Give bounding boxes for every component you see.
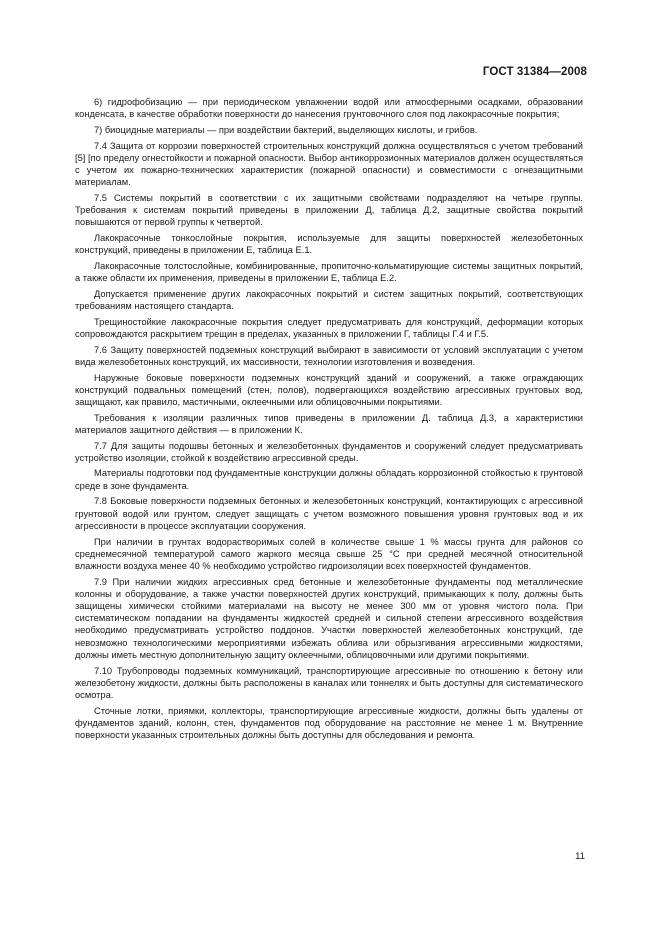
paragraph: 7.6 Защиту поверхностей подземных конструкций выбирают в зависимости от условий эксплуатации с учетом вида железобетонных конструкций, их массивности, технологии изготовления и возведения. <box>75 344 583 367</box>
paragraph: Трещиностойкие лакокрасочные покрытия следует предусматривать для конструкций, деформации которых сопровождаются раскрытием трещин в пределах, указанных в приложении Г, таблицы Г.4 и Г.5. <box>75 316 583 339</box>
paragraph: Требования к изоляции различных типов приведены в приложении Д. таблица Д.3, а характеристики материалов защитного действия — в приложении К. <box>75 412 583 435</box>
paragraph: 7.4 Защита от коррозии поверхностей строительных конструкций должна осуществляться с учетом требований [5] [по пределу огнестойкости и пожарной опасности. Выбор антикоррозионных материалов должен осуществляться с учетом их пожарно-технических характеристик (пожарной опасности) и совместимости с огнезащитными материалам. <box>75 140 583 188</box>
paragraph: 7.8 Боковые поверхности подземных бетонных и железобетонных конструкций, контактирующих с агрессивной грунтовой водой или грунтом, следует защищать с учетом возможного повышения уровня грунтовых вод и их агрессивности в процессе эксплуатации сооружения. <box>75 496 583 531</box>
paragraph: 7.9 При наличии жидких агрессивных сред бетонные и железобетонные фундаменты под металлические колонны и оборудование, а также участки поверхностей других конструкций, примыкающих к полу, должны быть защищены химически стойкими материалами на высоту не менее 300 мм от уровня чистого пола. При систематическом попадании на фундаменты жидкостей средней и сильной степени агрессивного воздействия необходимо предусматривать устройство поддонов. Участки поверхностей железобетонных конструкций, где невозможно технологическими мероприятиями избежать облива или обрызгивания агрессивными жидкостями, должны иметь местную дополнительную защиту оклеечными, облицовочными или другими покрытиями. <box>75 576 583 660</box>
document-body <box>75 96 583 745</box>
paragraph: 7.5 Системы покрытий в соответствии с их защитными свойствами подразделяют на четыре группы. Требования к системам покрытий приведены в приложении Д, таблица Д.2, защитные свойства покрытий повышаются от первой группы к четвертой. <box>75 192 583 228</box>
paragraph: Допускается применение других лакокрасочных покрытий и систем защитных покрытий, соответствующих требованиям настоящего стандарта. <box>75 288 583 312</box>
paragraph: При наличии в грунтах водорастворимых солей в количестве свыше 1 % массы грунта для районов со среднемесячной температурой самого жаркого месяца свыше 25 °С при средней месячной относительной влажности воздуха менее 40 % необходимо устройство гидроизоляции всех поверхностей фундаментов. <box>75 536 583 571</box>
page-number: 11 <box>575 851 585 862</box>
paragraph: Материалы подготовки под фундаментные конструкции должны обладать коррозионной стойкостью к грунтовой среде в зоне фундамента. <box>75 468 583 491</box>
paragraph: 7) биоцидные материалы — при воздействии бактерий, выделяющих кислоты, и грибов. <box>94 124 478 135</box>
paragraph: Лакокрасочные тонкослойные покрытия, используемые для защиты поверхностей железобетонных конструкций, приведены в приложении Е, таблица Е.1. <box>75 233 583 256</box>
paragraph: 6) гидрофобизацию — при периодическом увлажнении водой или атмосферными осадками, образовании конденсата, в качестве обработки поверхности до нанесения грунтовочного слоя под лакокрасочные покрытия; <box>75 97 583 120</box>
paragraph: Наружные боковые поверхности подземных конструкций зданий и сооружений, а также ограждающих конструкций подвальных помещений (стен, полов), подвергающихся воздействию агрессивных грунтовых вод, защищают, как правило, мастичными, оклеечными или облицовочными покрытиями. <box>75 372 583 407</box>
document-code-header: ГОСТ 31384—2008 <box>482 66 587 78</box>
paragraph: 7.10 Трубопроводы подземных коммуникаций, транспортирующие агрессивные по отношению к бетону или железобетону жидкости, должны быть расположены в каналах или тоннелях и быть доступны для систематического осмотра. <box>75 665 583 700</box>
paragraph: Лакокрасочные толстослойные, комбинированные, пропиточно-кольматирующие системы защитных покрытий, а также области их применения, приведены в приложении Е, таблица Е.2. <box>75 260 583 284</box>
paragraph: 7.7 Для защиты подошвы бетонных и железобетонных фундаментов и сооружений следует предусматривать устройство изоляции, стойкой к воздействию агрессивной среды. <box>75 440 583 463</box>
paragraph: Сточные лотки, приямки, коллекторы, транспортирующие агрессивные жидкости, должны быть удалены от фундаментов зданий, колонн, стен, фундаментов под оборудование на расстояние не менее 1 м. Внутренние поверхности указанных строительных должны быть доступны для обследования и ремонта. <box>75 705 583 741</box>
